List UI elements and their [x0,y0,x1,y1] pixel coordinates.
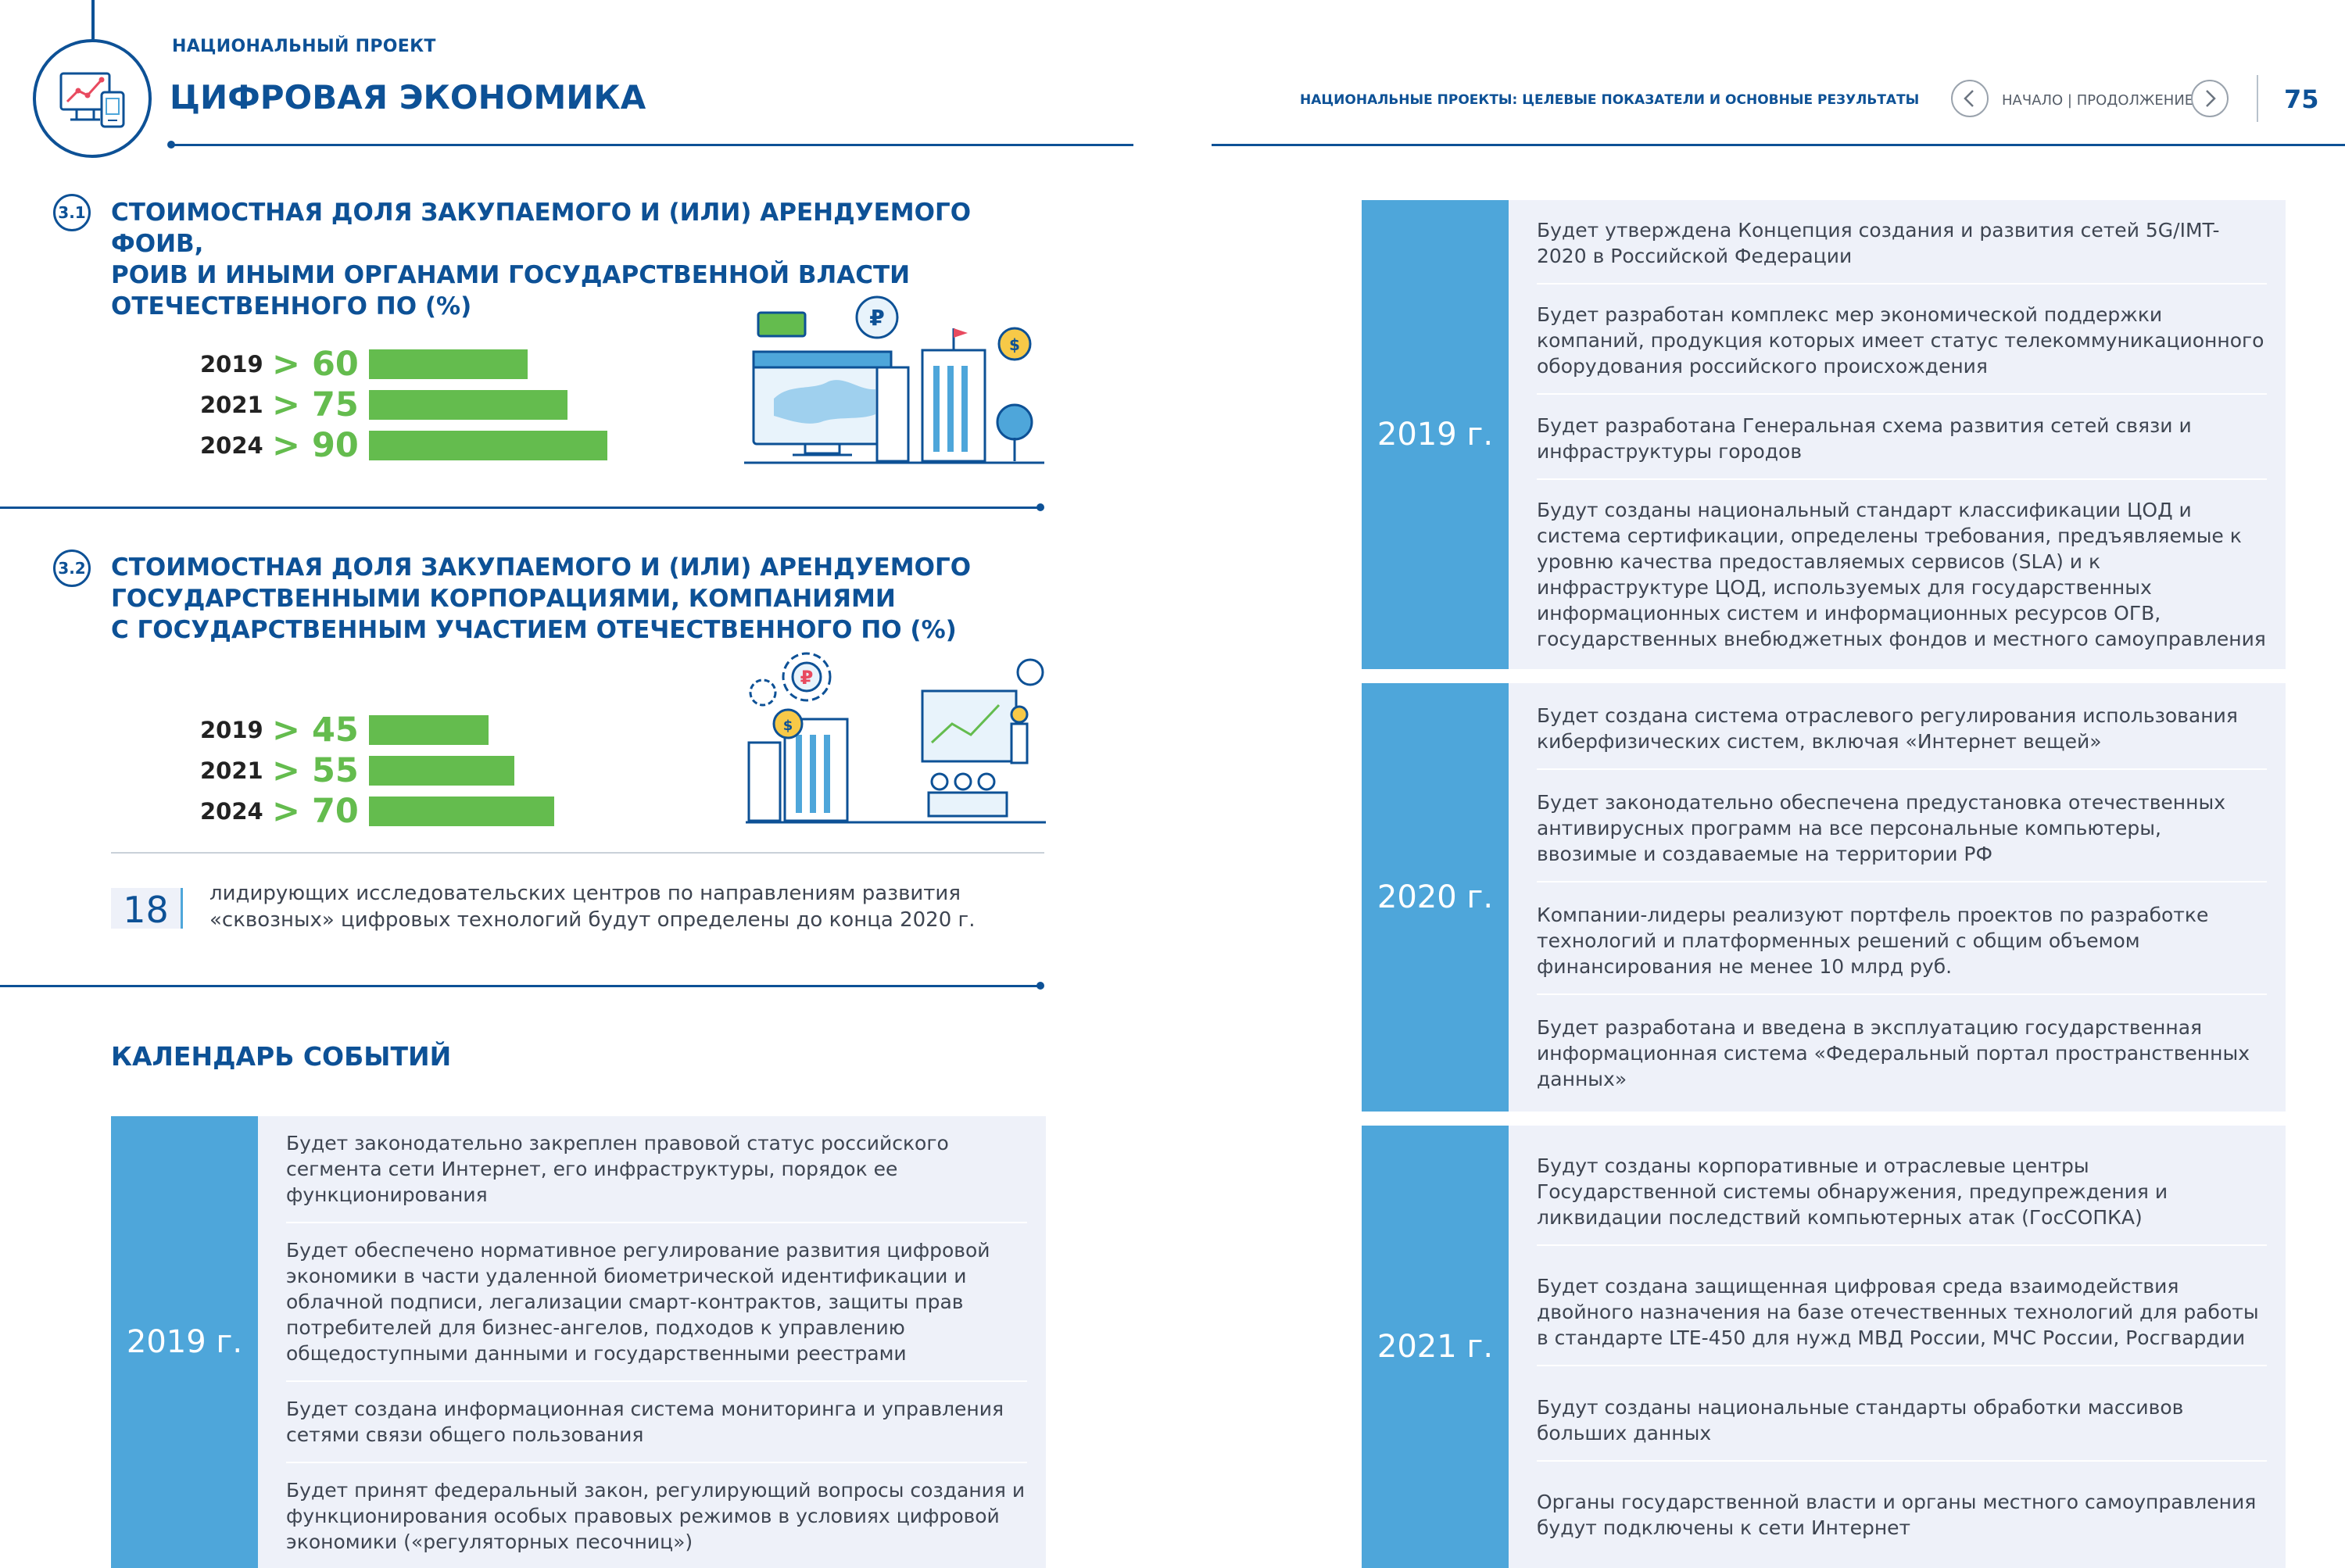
calendar-year-badge: 2021 г. [1362,1126,1509,1568]
fact-text-line: «сквозных» цифровых технологий будут определены до конца 2020 г. [209,908,976,932]
bar-value-label: > 55 [272,751,359,790]
svg-text:$: $ [782,718,793,734]
section-divider-2 [0,985,1041,987]
calendar-item: Будет законодательно обеспечена предустановка отечественных антивирусных программ на все персональные компьютеры, ввозимые и создаваемые на территории РФ [1537,775,2267,882]
calendar-item: Органы государственной власти и органы местного самоуправления будут подключены к сети Интернет [1537,1490,2257,1539]
section-title-line: СТОИМОСТНАЯ ДОЛЯ ЗАКУПАЕМОГО И (ИЛИ) АРЕНДУЕМОГО [111,553,972,582]
bar-value-label: > 75 [272,385,359,424]
section-title-3-2 [111,552,1033,646]
bar-value-label: > 90 [272,426,359,465]
section-number-3-2: 3.2 [53,550,91,587]
section-title-line: ГОСУДАРСТВЕННЫМИ КОРПОРАЦИЯМИ, КОМПАНИЯМИ [111,585,896,613]
bar-year-label: 2024 [200,432,263,459]
calendar-item: Будет принят федеральный закон, регулирующий вопросы создания и функционирования особых правовых режимов в условиях цифровой экономики («регуляторных песочниц») [286,1479,1026,1553]
calendar-year-badge: 2020 г. [1362,683,1509,1112]
header-divider [2257,75,2258,122]
fact-separator [111,852,1044,854]
calendar-heading: КАЛЕНДАРЬ СОБЫТИЙ [111,1041,452,1072]
fact-text-line: лидирующих исследовательских центров по направлениям развития [209,882,961,905]
bar-value-label: > 45 [272,711,359,750]
bar [369,390,567,420]
calendar-item: Будут созданы национальный стандарт классификации ЦОД и система сертификации, определены требования, предъявляемые к уровню качества предоставляемых сервисов (SLA) и к инфраструктуре ЦОД, используемых для государственных информационных систем и информационных ресурсов ОГВ, государственных внебюджетных фондов и местного самоуправления [1537,498,2266,650]
svg-text:₽: ₽ [869,305,885,331]
calendar-item: Будут созданы корпоративные и отраслевые центры Государственной системы обнаружения, предупреждения и ликвидации последствий компьютерных атак (ГосСОПКА) [1537,1139,2267,1246]
bar-year-label: 2024 [200,798,263,825]
calendar-item: Будет утверждена Концепция создания и развития сетей 5G/IMT-2020 в Российской Федерации [1537,203,2267,285]
calendar-items [1509,200,2286,669]
header-kicker: НАЦИОНАЛЬНЫЙ ПРОЕКТ [172,37,436,56]
bar-row [200,426,732,465]
nav-label[interactable]: НАЧАЛО | ПРОДОЛЖЕНИЕ [2002,92,2194,109]
section-title-line: СТОИМОСТНАЯ ДОЛЯ ЗАКУПАЕМОГО И (ИЛИ) АРЕНДУЕМОГО ФОИВ, [111,199,972,258]
calendar-item: Будут созданы национальные стандарты обработки массивов больших данных [1537,1380,2267,1462]
calendar-item: Будет создана защищенная цифровая среда взаимодействия двойного назначения на базе отечественных технологий для работы в стандарте LTE-450 для нужд МВД России, МЧС России, Росгвардии [1537,1259,2267,1366]
project-logo [33,39,152,158]
header-vertical-line [91,0,95,39]
chevron-right-icon [2202,89,2218,108]
bar-value-label: > 60 [272,345,359,384]
calendar-item: Будет разработана и введена в эксплуатацию государственная информационная система «Федеральный портал пространственных данных» [1537,1016,2250,1090]
digital-economy-icon [36,42,149,155]
page-number: 75 [2284,84,2319,114]
calendar-item: Будет создана система отраслевого регулирования использования киберфизических систем, включая «Интернет вещей» [1537,689,2267,770]
calendar-item: Компании-лидеры реализуют портфель проектов по разработке технологий и платформенных решений с общим объемом финансирования не менее 10 млрд руб. [1537,888,2267,995]
government-buildings-finance-illustration [743,281,1047,469]
header-rule-dot [167,141,175,149]
section-divider-dot [1036,982,1044,990]
calendar-item: Будет разработана Генеральная схема развития сетей связи и инфраструктуры городов [1537,399,2267,480]
bar-row [200,385,732,424]
calendar-year-badge: 2019 г. [1362,200,1509,669]
section-title-line: ОТЕЧЕСТВЕННОГО ПО (%) [111,292,472,320]
bar-row [200,751,732,790]
bar [369,431,607,460]
running-header: НАЦИОНАЛЬНЫЕ ПРОЕКТЫ: ЦЕЛЕВЫЕ ПОКАЗАТЕЛИ И ОСНОВНЫЕ РЕЗУЛЬТАТЫ [1300,92,1920,108]
calendar-year-badge: 2019 г. [111,1116,258,1568]
corporations-presentation-illustration [744,649,1049,829]
svg-text:$: $ [1009,335,1020,354]
section-title-line: РОИВ И ИНЫМИ ОРГАНАМИ ГОСУДАРСТВЕННОЙ ВЛАСТИ [111,261,911,289]
prev-page-button[interactable] [1951,80,1989,117]
header-rule-right [1212,144,2345,146]
section-divider-dot [1036,503,1044,511]
bar [369,756,514,786]
section-number-3-1: 3.1 [53,194,91,231]
bar [369,797,554,826]
section-title-line: С ГОСУДАРСТВЕННЫМ УЧАСТИЕМ ОТЕЧЕСТВЕННОГО ПО (%) [111,616,957,644]
chevron-left-icon [1962,89,1978,108]
calendar-items [258,1116,1046,1568]
fact-number-box [111,888,183,929]
fact-number: 18 [123,889,169,931]
bar-year-label: 2019 [200,351,263,378]
calendar-block-right-2020 [1362,683,2286,1112]
calendar-item: Будет создана информационная система мониторинга и управления сетями связи общего пользования [286,1382,1027,1463]
bar-value-label: > 70 [272,792,359,831]
bar [369,715,489,745]
calendar-block-left-2019 [111,1116,1046,1568]
calendar-block-right-2019 [1362,200,2286,669]
section-divider-1 [0,507,1041,509]
bar-row [200,792,732,831]
calendar-item: Будет обеспечено нормативное регулирование развития цифровой экономики в части удаленной биометрической идентификации и облачной подписи, легализации смарт-контрактов, защиты прав потребителей для бизнес-ангелов, подходов к управлению общедоступными данными и государственными реестрами [286,1223,1027,1382]
chart-3-2 [200,711,732,837]
next-page-button[interactable] [2191,80,2229,117]
calendar-item: Будет законодательно закреплен правовой статус российского сегмента сети Интернет, его инфраструктуры, порядок ее функционирования [286,1116,1027,1223]
bar-row [200,345,732,384]
calendar-items [1509,683,2286,1112]
calendar-item: Будет разработан комплекс мер экономической поддержки компаний, продукция которых имеет статус телекоммуникационного оборудования российского происхождения [1537,288,2267,395]
bar-row [200,711,732,750]
chart-3-1 [200,345,732,471]
calendar-block-right-2021 [1362,1126,2286,1568]
bar [369,349,528,379]
header-rule-left [170,144,1133,146]
svg-text:₽: ₽ [800,667,814,689]
bar-year-label: 2021 [200,392,263,418]
calendar-items [1509,1126,2286,1568]
fact-text [209,880,1054,933]
bar-year-label: 2021 [200,757,263,784]
bar-year-label: 2019 [200,717,263,743]
page-title: ЦИФРОВАЯ ЭКОНОМИКА [170,78,646,116]
